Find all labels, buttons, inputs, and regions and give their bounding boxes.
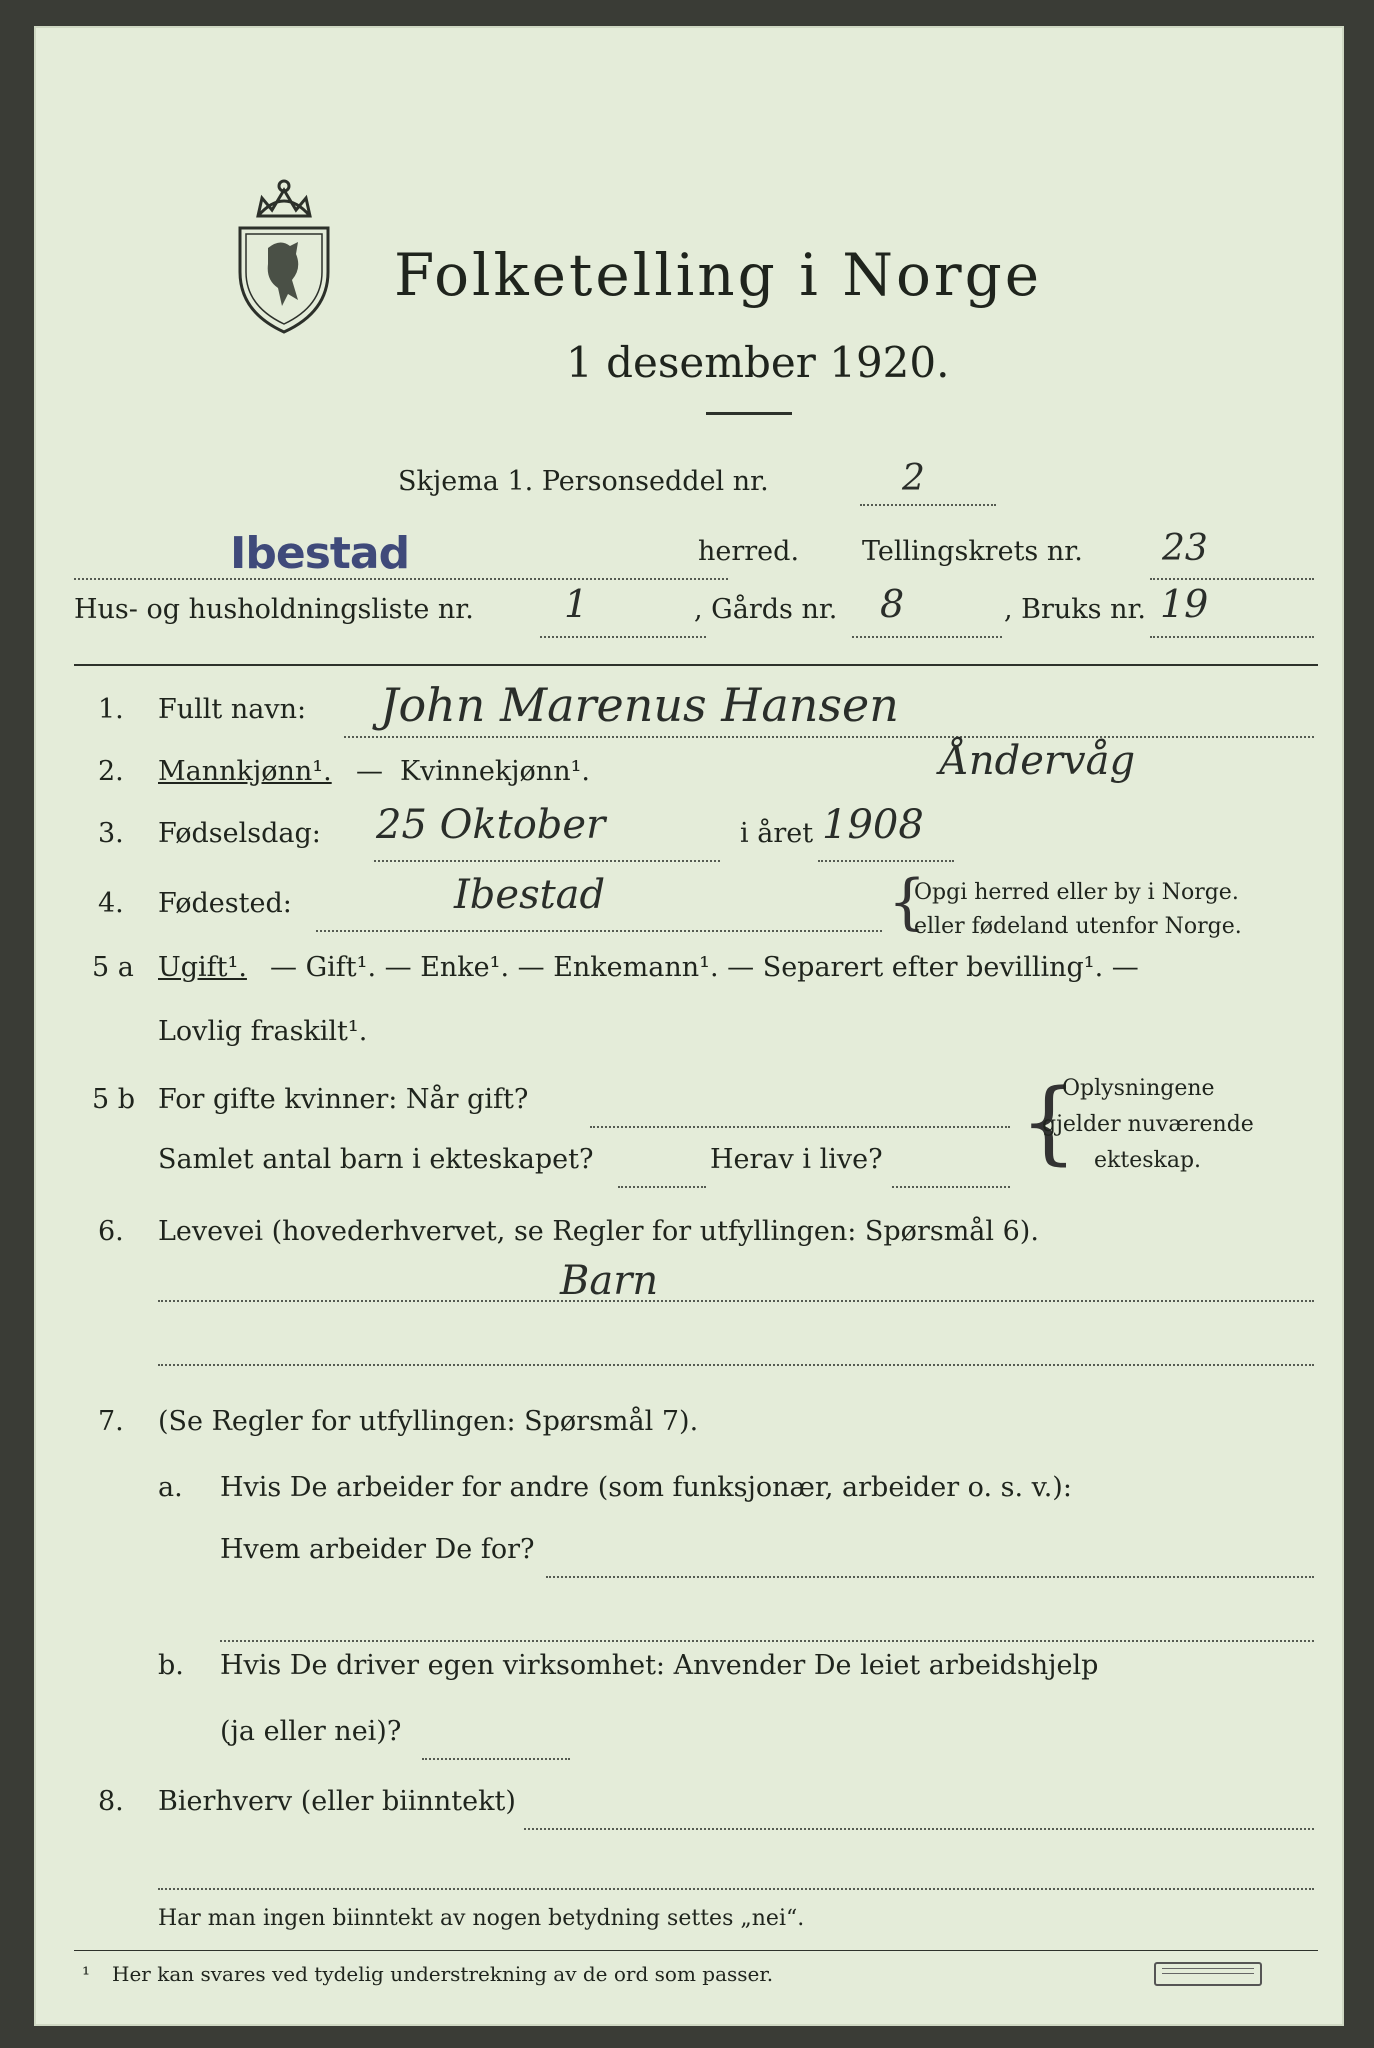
q4-number: 4. [98,888,124,919]
q2-number: 2. [98,756,124,787]
q7a-number: a. [158,1472,183,1503]
header-rule [74,664,1318,666]
q5b-married-label: For gifte kvinner: Når gift? [158,1084,529,1115]
bruks-label: , Bruks nr. [1004,594,1147,625]
q5b-children-dotline[interactable] [618,1186,706,1188]
q2-separator: — [356,756,383,787]
census-form [34,26,1344,2026]
q3-dotline [374,860,720,862]
full-name-value-line2[interactable]: Åndervåg [940,738,1136,784]
q5b-brace: { [1020,1070,1078,1175]
birthday-value[interactable]: 25 Oktober [376,802,606,848]
tellingskrets-value[interactable]: 23 [1162,528,1208,569]
hus-value[interactable]: 1 [564,582,589,626]
birthplace-value[interactable]: Ibestad [454,872,606,918]
q7b-number: b. [158,1650,184,1681]
q3-label: Fødselsdag: [158,818,321,849]
footnote-text: Her kan svares ved tydelig understrekning av de ord som passer. [112,1962,774,1986]
form-date: 1 desember 1920. [566,338,950,387]
skjema-dotline [860,504,996,506]
ugift-option[interactable]: Ugift¹. [158,952,247,983]
q8-number: 8. [98,1786,124,1817]
bruks-value[interactable]: 19 [1160,582,1209,626]
q3-number: 3. [98,818,124,849]
mannkjonn-option[interactable]: Mannkjønn¹. [158,756,332,787]
q6-number: 6. [98,1216,124,1247]
q5b-married-dotline[interactable] [590,1126,1010,1128]
herred-label: herred. [698,536,800,567]
kvinnekjonn-option[interactable]: Kvinnekjønn¹. [400,756,590,787]
bottom-note: Har man ingen biinntekt av nogen betydning settes „nei“. [158,1906,805,1931]
q3-year-dotline [818,860,954,862]
q5b-alive-label: Herav i live? [710,1144,883,1175]
q7b-line1: Hvis De driver egen virksomhet: Anvender De leiet arbeidshjelp [220,1650,1099,1681]
q1-dotline [344,736,1314,738]
lovlig-fraskilt-option[interactable]: Lovlig fraskilt¹. [158,1016,368,1047]
coat-of-arms-icon [228,176,340,336]
q8-dotline-2[interactable] [158,1888,1314,1890]
q5a-number: 5 a [92,952,134,983]
skjema-label: Skjema 1. Personseddel nr. [398,466,769,497]
q7-label: (Se Regler for utfyllingen: Spørsmål 7). [158,1406,699,1437]
q4-note-line2: eller fødeland utenfor Norge. [914,914,1242,939]
hus-dotline [540,636,706,638]
q4-dotline [316,930,882,932]
q5b-alive-dotline[interactable] [892,1186,1010,1188]
gards-value[interactable]: 8 [880,582,905,626]
q7-number: 7. [98,1406,124,1437]
herred-dotline [74,578,728,580]
q6-label: Levevei (hovederhvervet, se Regler for utfyllingen: Spørsmål 6). [158,1216,1039,1247]
gards-label: , Gårds nr. [694,594,838,625]
full-name-value[interactable]: John Marenus Hansen [380,678,899,732]
bruks-dotline [1150,636,1314,638]
q5b-number: 5 b [92,1084,136,1115]
form-title: Folketelling i Norge [394,241,1043,309]
q4-brace: { [888,867,927,937]
herred-stamp[interactable]: Ibestad [230,528,410,579]
title-divider [706,412,792,415]
footer-rule [74,1950,1318,1951]
q5b-note-line1: Oplysningene [1062,1076,1215,1101]
marital-options[interactable]: — Gift¹. — Enke¹. — Enkemann¹. — Separert efter bevilling¹. — [270,952,1139,983]
q3-year-label: i året [740,818,814,849]
gards-dotline [852,636,1002,638]
q7a-dotline-2[interactable] [220,1640,1314,1642]
q5b-note-line2: gjelder nuværende [1042,1112,1254,1137]
q4-note-line1: Opgi herred eller by i Norge. [914,880,1239,905]
birth-year-value[interactable]: 1908 [822,802,924,848]
livelihood-value[interactable]: Barn [560,1258,659,1304]
q7a-line1: Hvis De arbeider for andre (som funksjonær, arbeider o. s. v.): [220,1472,1072,1503]
q7a-line2: Hvem arbeider De for? [220,1534,535,1565]
q5b-note-line3: ekteskap. [1094,1148,1202,1173]
hus-label: Hus- og husholdningsliste nr. [74,594,474,625]
q7b-line2: (ja eller nei)? [220,1716,402,1747]
q6-dotline-2[interactable] [158,1364,1314,1366]
tellingskrets-label: Tellingskrets nr. [862,536,1083,567]
printer-mark-icon [1154,1962,1262,1986]
q5b-children-label: Samlet antal barn i ekteskapet? [158,1144,594,1175]
q6-dotline-1[interactable] [158,1300,1314,1302]
q7a-dotline-1[interactable] [546,1576,1314,1578]
q4-label: Fødested: [158,888,292,919]
q8-dotline-1[interactable] [524,1828,1314,1830]
q7b-dotline[interactable] [422,1758,570,1760]
skjema-value[interactable]: 2 [902,458,925,499]
q1-number: 1. [98,694,124,725]
q1-label: Fullt navn: [158,694,307,725]
tellingskrets-dotline [1150,578,1314,580]
q8-label: Bierhverv (eller biinntekt) [158,1786,516,1817]
footnote-mark: ¹ [82,1962,91,1986]
